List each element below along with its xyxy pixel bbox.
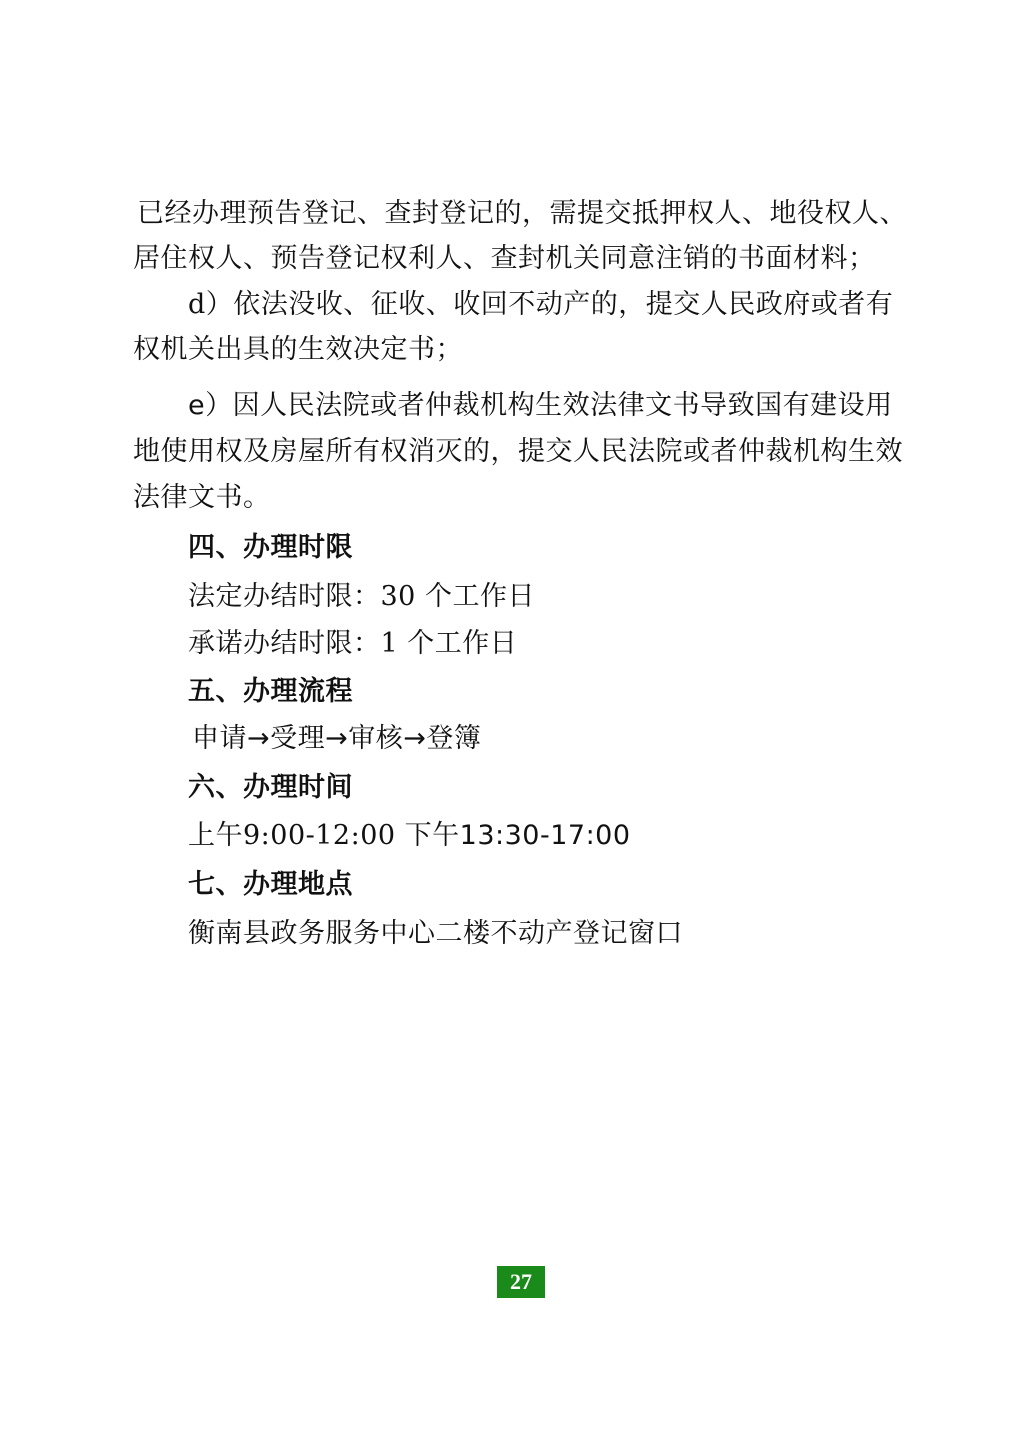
office-hours — [188, 818, 631, 854]
promised-time-limit-value: 1 — [380, 628, 399, 659]
item-d-text: ）依法没收、征收、收回不动产的，提交人民政府或者有 — [205, 289, 894, 320]
paragraph-d-line-2: 权机关出具的生效决定书； — [133, 334, 463, 365]
promised-time-limit — [188, 626, 517, 662]
paragraph-e-line-3: 法律文书。 — [133, 482, 271, 513]
legal-time-limit-label: 法定办结时限： — [188, 581, 381, 612]
paragraph-e-line-1: e）因人民法院或者仲裁机构生效法律文书导致国有建设用 — [188, 390, 893, 421]
paragraph-c-line-1: 已经办理预告登记、查封登记的，需提交抵押权人、地役权人、 — [137, 198, 907, 229]
office-address: 衡南县政务服务中心二楼不动产登记窗口 — [188, 918, 683, 949]
afternoon-hours: 下午13:30-17:00 — [395, 820, 631, 851]
legal-time-limit-unit: 个工作日 — [415, 581, 535, 612]
section-heading-location: 七、办理地点 — [188, 869, 353, 900]
paragraph-e-line-2: 地使用权及房屋所有权消灭的，提交人民法院或者仲裁机构生效 — [133, 436, 903, 467]
process-steps: 申请→受理→审核→登簿 — [192, 723, 482, 754]
page-number-badge: 27 — [497, 1266, 545, 1298]
legal-time-limit — [188, 579, 535, 615]
section-heading-process: 五、办理流程 — [188, 676, 353, 707]
paragraph-c-line-2: 居住权人、预告登记权利人、查封机关同意注销的书面材料； — [133, 243, 876, 274]
item-d-marker: d — [188, 289, 206, 320]
section-heading-hours: 六、办理时间 — [188, 772, 353, 803]
section-heading-time-limit: 四、办理时限 — [188, 532, 353, 563]
morning-label: 上午 — [188, 820, 243, 851]
promised-time-limit-unit: 个工作日 — [398, 628, 518, 659]
morning-time: 9:00-12:00 — [243, 820, 396, 851]
paragraph-d-line-1 — [188, 287, 893, 323]
legal-time-limit-value: 30 — [380, 581, 416, 612]
promised-time-limit-label: 承诺办结时限： — [188, 628, 381, 659]
